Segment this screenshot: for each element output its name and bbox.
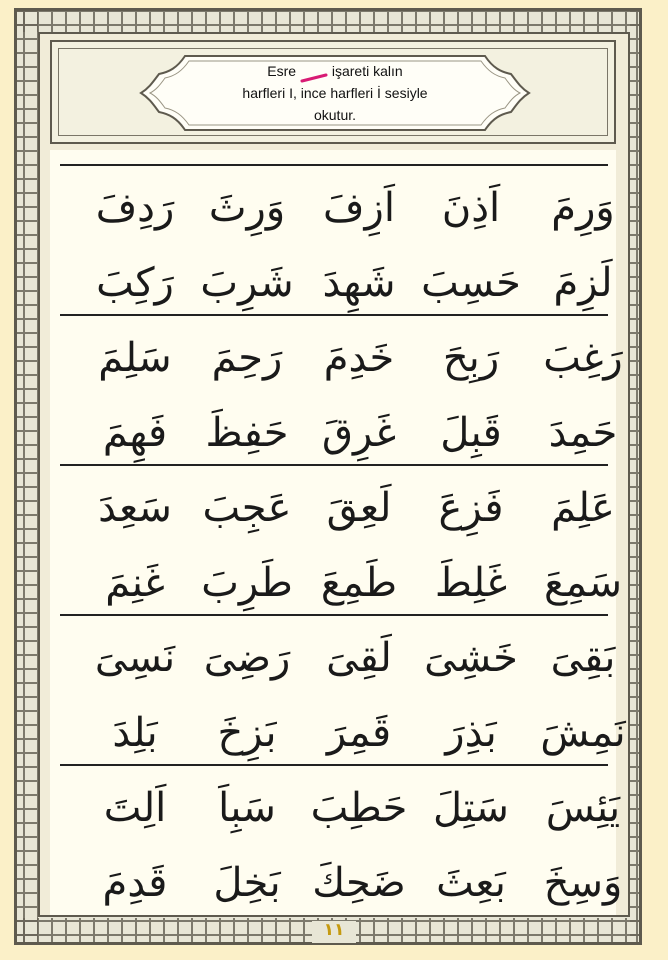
arabic-word: رَدِفَ [95,185,175,231]
word-row [60,773,621,843]
arabic-word: سَعِدَ [98,485,172,531]
arabic-word: بَلِدَ [112,710,158,756]
kasra-mark-icon [300,67,328,77]
arabic-word: نَمِشَ [540,710,626,756]
arabic-word: رَحِمَ [211,335,283,381]
arabic-word: نَسِىَ [94,635,176,681]
arabic-word: سَبِاَ [218,785,276,831]
arabic-word: حَطِبَ [310,785,408,831]
arabic-word: اَلِتَ [103,785,167,831]
header-instruction [190,60,480,126]
arabic-word: حَفِظَ [205,410,289,456]
divider-rule [60,164,608,166]
arabic-word: اَزِفَ [323,185,395,231]
arabic-word: شَرِبَ [200,260,294,306]
arabic-word: غَلِطَ [434,560,508,606]
word-row [60,848,623,918]
arabic-word: سَتِلَ [433,785,509,831]
arabic-word: سَلِمَ [98,335,172,381]
word-row [60,548,622,618]
border-pattern-top [17,11,639,32]
arabic-word: وَرِثَ [208,185,286,231]
arabic-word: لَزِمَ [553,260,613,306]
arabic-word: رَغِبَ [543,335,623,381]
arabic-word: وَسِخَ [543,860,623,906]
arabic-word: قَبِلَ [440,410,502,456]
border-pattern-left [17,11,38,942]
arabic-word: بَذِرَ [445,710,497,756]
arabic-word: ضَحِكَ [312,860,406,906]
word-row [60,398,618,468]
arabic-word: رَكِبَ [96,260,174,306]
header-line-1-before: Esre [267,63,297,79]
arabic-word: رَبِحَ [442,335,500,381]
arabic-word: قَدِمَ [102,860,168,906]
header-line-2: harfleri I, ince harfleri İ sesiyle [242,85,428,101]
header-line-3: okutur. [313,107,357,123]
arabic-word: بَعِثَ [436,860,506,906]
word-row [60,473,615,543]
header-line-1-after: işareti kalın [331,63,403,79]
arabic-word: قَمِرَ [326,710,392,756]
arabic-word: طَمِعَ [320,560,398,606]
arabic-word: شَهِدَ [322,260,396,306]
arabic-word: يَئِسَ [545,785,621,831]
arabic-word: بَخِلَ [213,860,281,906]
arabic-word: عَلِمَ [551,485,615,531]
arabic-word: حَمِدَ [548,410,618,456]
arabic-word: لَعِقَ [326,485,392,531]
word-row [60,323,623,393]
arabic-word: غَرِقَ [321,410,397,456]
word-row [60,173,615,243]
arabic-word: اَذِنَ [441,185,501,231]
page-number: ١١ [323,920,345,940]
arabic-word: طَرِبَ [201,560,293,606]
arabic-word: رَضِىَ [203,635,291,681]
word-row [60,698,626,768]
header-line-1 [190,60,480,82]
arabic-word: حَسِبَ [421,260,521,306]
word-row [60,248,613,318]
arabic-word: خَدِمَ [323,335,395,381]
arabic-word: بَقِىَ [550,635,616,681]
arabic-word: عَجِبَ [202,485,292,531]
arabic-word: بَزِخَ [217,710,277,756]
arabic-word: فَزِعَ [438,485,504,531]
arabic-word: غَنِمَ [105,560,165,606]
arabic-word: خَشِىَ [424,635,518,681]
word-row [60,623,616,693]
arabic-word: لَقِىَ [326,635,392,681]
arabic-word: فَهِمَ [102,410,168,456]
arabic-word: وَرِمَ [551,185,615,231]
arabic-word: سَمِعَ [544,560,622,606]
